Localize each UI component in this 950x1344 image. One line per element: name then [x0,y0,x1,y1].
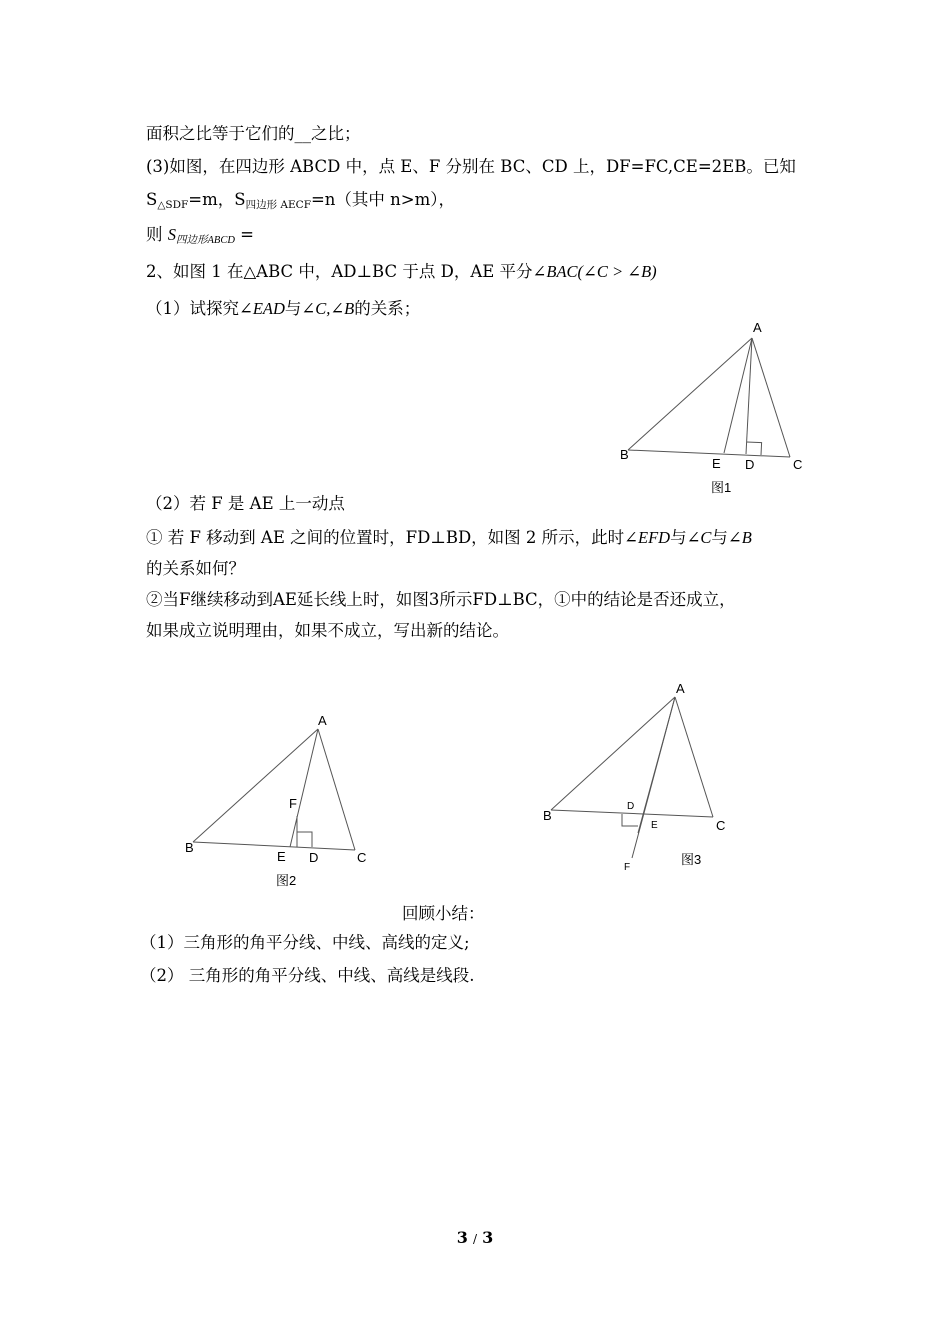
text-relation: 的关系； [354,299,421,318]
text-line-9: 的关系如何？ [146,559,245,578]
figure-2 [175,705,385,895]
fig3-label-e: E [651,820,658,831]
figure-1 [600,310,830,505]
text-and-2: 与 [711,528,728,547]
fig2-side-ab [193,729,318,842]
fig3-label-f: F [624,862,631,873]
text-line-1: 面积之比等于它们的__之比； [146,124,361,143]
summary-item-1: （1）三角形的角平分线、中线、高线的定义; [140,933,470,952]
fig1-label-a: A [753,320,762,335]
fig1-side-bc [628,450,790,457]
fig3-caption: 图3 [681,852,702,867]
fig2-label-c: C [357,850,367,865]
fig1-label-b: B [620,447,629,462]
fig1-label-c: C [793,457,803,472]
text-line-2: (3)如图，在四边形 ABCD 中，点 E、F 分别在 BC、CD 上，DF=FC,CE=2EB。已知 [146,157,796,176]
fig3-segment-fd [638,697,675,833]
math-angle-c: ∠C [686,528,712,547]
fig1-right-angle-mark [747,442,762,455]
text-line-5 [146,261,657,283]
text-line-8 [146,527,752,549]
part-1-text: （1）试探究 [146,299,239,318]
summary-item-2: （2） 三角形的角平分线、中线、高线是线段. [140,966,475,985]
text-line-10: ②当F继续移动到AE延长线上时，如图3所示FD⊥BC，①中的结论是否还成立， [146,590,736,609]
text-line-3 [146,189,455,216]
text-equals: = [234,225,254,244]
fig1-bisector-ae [724,338,752,453]
fig3-label-a: A [676,681,685,696]
figure-3 [535,675,745,880]
page-current: 3 [456,1228,468,1247]
fig2-right-angle-mark [297,832,312,847]
fig2-label-d: D [309,850,319,865]
text-line-4 [146,224,254,252]
math-angle-efd: ∠EFD [624,528,671,547]
math-angle-b: ∠B [727,528,752,547]
text-line-7: （2）若 F 是 AE 上一动点 [146,494,345,513]
math-angle-bac: ∠BAC(∠C > ∠B) [532,262,657,281]
fig2-caption: 图2 [276,873,297,888]
fig3-label-d: D [627,801,635,812]
fig2-label-a: A [318,713,327,728]
fig2-side-bc [193,842,355,850]
page-number [0,1228,950,1247]
fig2-label-e: E [277,849,286,864]
problem-2-text: 2、如图 1 在△ABC 中，AD⊥BC 于点 D，AE 平分 [146,262,533,281]
subscript-aecf: 四边形 AECF [245,199,311,211]
text-equals-m: =m，S [188,190,246,209]
text-equals-n: =n（其中 n>m）， [310,190,456,209]
fig3-right-angle-mark [622,814,638,826]
fig1-label-e: E [712,456,721,471]
fig3-label-b: B [543,808,552,823]
fig1-label-d: D [745,457,755,472]
math-angle-ead: ∠EAD [239,299,285,318]
page-separator: / [472,1232,478,1246]
fig2-side-ac [318,729,355,850]
fig2-label-b: B [185,840,194,855]
fig2-bisector-ae [290,729,318,847]
s-symbol: S [146,190,158,209]
text-and: 与 [284,299,302,318]
text-line-6 [146,298,420,320]
text-line-11: 如果成立说明理由，如果不成立，写出新的结论。 [146,621,509,640]
fig3-side-ac [675,697,713,817]
fig2-label-f: F [289,796,297,811]
fig3-label-c: C [716,818,726,833]
fig1-altitude-ad [746,338,752,454]
page-total: 3 [482,1228,494,1247]
s-abcd-symbol: S [167,225,176,244]
subscript-sdf: △SDF [157,199,189,211]
text-then: 则 [146,225,168,244]
fig1-side-ab [628,338,752,450]
fig1-side-ac [752,338,790,457]
subscript-abcd: 四边形ABCD [176,235,235,246]
case-1-text: ① 若 F 移动到 AE 之间的位置时，FD⊥BD，如图 2 所示，此时 [146,528,625,547]
fig1-caption: 图1 [711,480,732,495]
fig3-side-ab [551,697,675,810]
math-angle-c-b: ∠C,∠B [301,299,355,318]
summary-title: 回顾小结： [402,904,485,923]
text-and-1: 与 [670,528,687,547]
